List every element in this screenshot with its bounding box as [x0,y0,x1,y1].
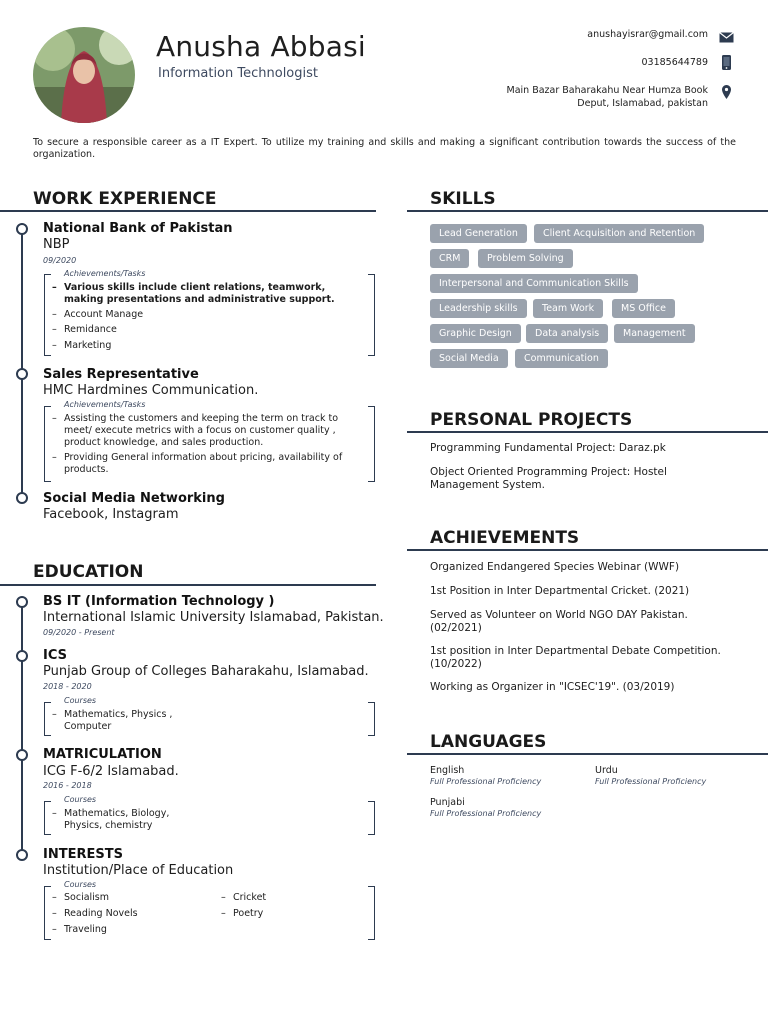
education-date: 09/2020 - Present [43,628,115,637]
address-line1: Main Bazar Baharakahu Near Humza Book [506,85,708,96]
achievement-item: Served as Volunteer on World NGO DAY Pakistan. (02/2021) [430,609,688,634]
skill-chip: Leadership skills [430,299,527,318]
institution: ICG F-6/2 Islamabad. [43,764,179,779]
achievement-item: 1st position in Inter Departmental Debate Competition. (10/2022) [430,645,721,670]
interest-item: – Reading Novels [52,908,138,919]
degree-title: BS IT (Information Technology ) [43,594,275,609]
job-organization: HMC Hardmines Communication. [43,383,259,398]
languages-heading: LANGUAGES [430,732,547,752]
bracket-left [44,702,51,736]
interest-item: – Socialism [52,892,110,903]
skill-chip: Interpersonal and Communication Skills [430,274,638,293]
bracket-left [44,801,51,835]
task-item: – Various skills include client relations, teamwork, making presentations and administrative support. [52,282,335,305]
institution: Punjab Group of Colleges Baharakahu, Islamabad. [43,664,369,679]
task-item: – Marketing [52,340,112,351]
profile-photo [33,27,135,123]
job-organization: NBP [43,237,70,252]
skill-chip: Lead Generation [430,224,527,243]
achievement-item: 1st Position in Inter Departmental Cricket. (2021) [430,585,690,597]
degree-title: ICS [43,648,67,663]
tasks-label: Achievements/Tasks [64,269,146,278]
interest-item: – Traveling [52,924,107,935]
bracket-left [44,406,51,482]
skill-chip: Data analysis [526,324,608,343]
task-item: – Providing General information about pricing, availability of products. [52,452,343,475]
skill-chip: Social Media [430,349,508,368]
skill-chip: CRM [430,249,469,268]
address-line2: Deput, Islamabad, pakistan [577,98,708,109]
job-date: 09/2020 [43,256,77,265]
language-name: Urdu [595,765,618,776]
timeline-dot [16,596,28,608]
job-title: Sales Representative [43,367,199,382]
task-item: – Assisting the customers and keeping the term on track to meet/ execute metrics with a focus on customer quality , product knowledge, and sales production. [52,413,339,448]
courses-label: Courses [64,696,97,705]
skill-chip: MS Office [612,299,675,318]
skills-heading: SKILLS [430,189,496,209]
bracket-right [368,274,375,356]
interest-item: – Poetry [221,908,264,919]
timeline-dot [16,492,28,504]
task-item: – Remidance [52,324,117,335]
course-item: – Mathematics, Physics , Computer [52,709,173,732]
timeline-line [21,604,23,856]
skill-chip: Team Work [533,299,603,318]
language-name: English [430,765,465,776]
project-item: Programming Fundamental Project: Daraz.pk [430,442,666,454]
achievement-item: Working as Organizer in "ICSEC'19". (03/2019) [430,681,675,693]
timeline-dot [16,749,28,761]
phone-text[interactable]: 03185644789 [641,57,708,68]
courses-label: Courses [64,880,97,889]
work-experience-heading: WORK EXPERIENCE [33,189,217,209]
course-item: – Mathematics, Biology, Physics, chemistry [52,808,170,831]
envelope-icon [719,28,734,47]
language-proficiency: Full Professional Proficiency [595,777,707,786]
bracket-left [44,274,51,356]
institution: International Islamic University Islamabad, Pakistan. [43,610,384,625]
project-item: Object Oriented Programming Project: Hostel Management System. [430,466,667,491]
interests-title: INTERESTS [43,847,123,862]
bracket-left [44,886,51,940]
education-date: 2018 - 2020 [43,682,92,691]
phone-icon [722,55,731,74]
achievement-item: Organized Endangered Species Webinar (WWF) [430,561,680,573]
education-date: 2016 - 2018 [43,781,92,790]
section-divider [407,753,768,755]
language-proficiency: Full Professional Proficiency [430,809,542,818]
bracket-right [368,702,375,736]
career-summary: To secure a responsible career as a IT Expert. To utilize my training and skills and making a significant contribution towards the success of the organization. [33,137,736,160]
language-proficiency: Full Professional Proficiency [430,777,542,786]
section-divider [407,549,768,551]
interest-item: – Cricket [221,892,267,903]
section-divider [0,210,376,212]
institution: Institution/Place of Education [43,863,234,878]
skill-chip: Client Acquisition and Retention [534,224,704,243]
education-heading: EDUCATION [33,562,144,582]
section-divider [407,431,768,433]
bracket-right [368,801,375,835]
task-item: – Account Manage [52,309,144,320]
timeline-dot [16,223,28,235]
timeline-dot [16,650,28,662]
skill-chip: Graphic Design [430,324,521,343]
timeline-dot [16,368,28,380]
job-title: National Bank of Pakistan [43,221,233,236]
email-text[interactable]: anushayisrar@gmail.com [587,29,708,40]
bracket-right [368,886,375,940]
job-organization: Facebook, Instagram [43,507,179,522]
job-title: Social Media Networking [43,491,225,506]
timeline-line [21,230,23,500]
candidate-name: Anusha Abbasi [156,30,366,63]
courses-label: Courses [64,795,97,804]
section-divider [407,210,768,212]
projects-heading: PERSONAL PROJECTS [430,410,633,430]
candidate-title: Information Technologist [158,66,318,81]
degree-title: MATRICULATION [43,747,162,762]
skill-chip: Problem Solving [478,249,573,268]
timeline-dot [16,849,28,861]
tasks-label: Achievements/Tasks [64,400,146,409]
bracket-right [368,406,375,482]
skill-chip: Management [614,324,695,343]
language-name: Punjabi [430,797,465,808]
achievements-heading: ACHIEVEMENTS [430,528,580,548]
section-divider [0,584,376,586]
skill-chip: Communication [515,349,608,368]
location-pin-icon [722,84,731,103]
